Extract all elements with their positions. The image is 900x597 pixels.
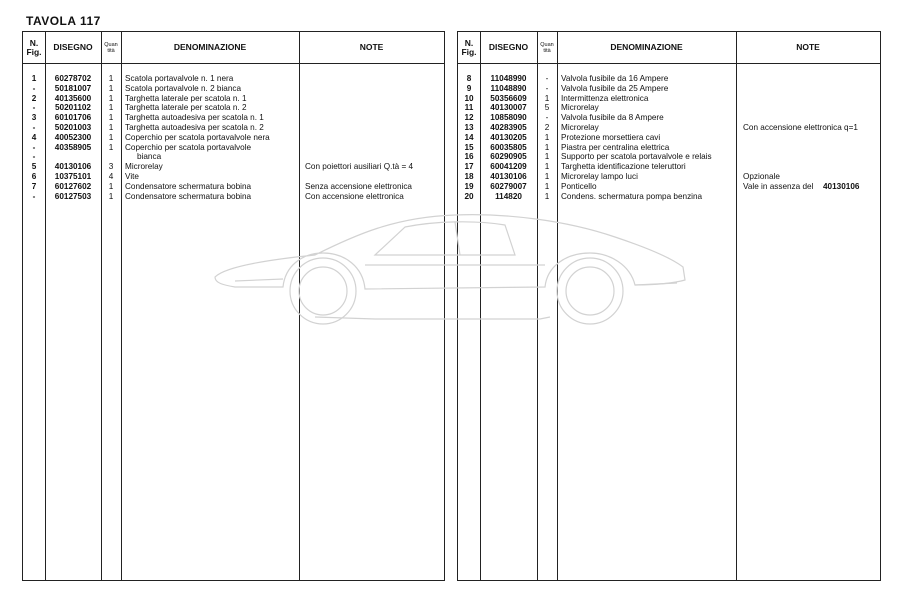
table-row	[23, 94, 444, 104]
quantity: 1	[108, 83, 114, 93]
description: Targhetta autoadesiva per scatola n. 2	[125, 122, 264, 132]
description: Valvola fusibile da 8 Ampere	[561, 113, 664, 123]
fig-number: -	[32, 152, 36, 162]
table-row	[23, 152, 444, 162]
description: Condens. schermatura pompa benzina	[561, 191, 703, 201]
header-note: NOTE	[796, 42, 820, 52]
table-row	[458, 103, 880, 113]
table-row	[23, 133, 444, 143]
fig-number: 17	[464, 162, 474, 172]
fig-number: 2	[31, 93, 37, 103]
part-number: 10858090	[490, 113, 527, 123]
note: Con poiettori ausiliari Q.tà = 4	[305, 162, 414, 172]
description: Ponticello	[561, 181, 597, 191]
table-row	[458, 192, 880, 202]
description: Intermittenza elettronica	[561, 93, 649, 103]
quantity: 1	[108, 74, 114, 83]
part-number: 40052300	[54, 132, 92, 142]
fig-number: 1	[31, 74, 37, 83]
fig-number: 11	[464, 103, 474, 113]
fig-number: 6	[31, 171, 37, 181]
quantity: 4	[108, 171, 114, 181]
part-number: 50181007	[54, 83, 92, 93]
quantity: 1	[108, 132, 114, 142]
note-part-number: 40130106	[823, 181, 860, 191]
quantity: 2	[544, 122, 550, 132]
description: Microrelay lampo luci	[561, 171, 638, 181]
part-number: 50356609	[490, 93, 527, 103]
table-row	[458, 143, 880, 153]
fig-number: 18	[464, 171, 474, 181]
table-row	[23, 143, 444, 153]
table-row	[23, 162, 444, 172]
part-number: 40130205	[490, 132, 527, 142]
part-number: 60290905	[490, 152, 527, 162]
fig-number: 19	[464, 181, 474, 191]
quantity: 1	[544, 132, 550, 142]
description: Targhetta laterale per scatola n. 1	[125, 93, 247, 103]
table-row	[23, 172, 444, 182]
fig-number: 12	[464, 113, 474, 123]
description: Valvola fusibile da 16 Ampere	[561, 74, 669, 83]
note: Con accensione elettronica	[305, 191, 404, 201]
description: Scatola portavalvole n. 1 nera	[125, 74, 234, 83]
quantity: 1	[544, 162, 550, 172]
part-number: 11048990	[490, 74, 527, 83]
part-number: 114820	[495, 191, 522, 201]
note: Con accensione elettronica q=1	[743, 122, 858, 132]
fig-number: 15	[464, 142, 474, 152]
description: Piastra per centralina elettrica	[561, 142, 670, 152]
table-row	[23, 84, 444, 94]
part-number: 60035805	[490, 142, 527, 152]
part-number: 40358905	[54, 142, 92, 152]
description: Protezione morsettiera cavi	[561, 132, 661, 142]
header-quantita: Quan tità	[104, 41, 118, 54]
description: Vite	[125, 171, 139, 181]
part-number: 60279007	[490, 181, 527, 191]
part-number: 60101706	[54, 113, 92, 123]
quantity: 1	[544, 191, 550, 201]
fig-number: 20	[464, 191, 474, 201]
quantity: 1	[108, 191, 114, 201]
fig-number: -	[32, 191, 36, 201]
description: Supporto per scatola portavalvole e relais	[561, 152, 712, 162]
table-row	[23, 103, 444, 113]
description: Microrelay	[561, 122, 599, 132]
header-disegno: DISEGNO	[53, 42, 93, 52]
fig-number: 9	[466, 83, 472, 93]
description: Scatola portavalvole n. 2 bianca	[125, 83, 242, 93]
part-number: 60041209	[490, 162, 527, 172]
part-number: 40283905	[490, 122, 527, 132]
table-row	[458, 172, 880, 182]
description: Coperchio per scatola portavalvole nera	[125, 132, 270, 142]
part-number: 60127503	[54, 191, 92, 201]
part-number: 40130007	[490, 103, 527, 113]
quantity: 1	[544, 152, 550, 162]
table-row	[458, 113, 880, 123]
table-row	[458, 123, 880, 133]
table-row	[458, 84, 880, 94]
quantity: 1	[544, 171, 550, 181]
header-denominazione: DENOMINAZIONE	[173, 42, 247, 52]
quantity: 1	[108, 93, 114, 103]
part-number: 60278702	[54, 74, 92, 83]
description: Microrelay	[125, 162, 163, 172]
description: bianca	[137, 152, 162, 162]
part-number: 10375101	[54, 171, 92, 181]
table-row	[458, 94, 880, 104]
header-denominazione: DENOMINAZIONE	[610, 42, 683, 52]
note: Vale in assenza del	[743, 181, 814, 191]
table-row	[23, 113, 444, 123]
part-number: 60127602	[54, 181, 92, 191]
description: Targhetta identificazione teleruttori	[561, 162, 686, 172]
fig-number: 13	[464, 122, 474, 132]
fig-number: 8	[466, 74, 472, 83]
fig-number: 16	[464, 152, 474, 162]
quantity: 1	[544, 93, 550, 103]
part-number: 40130106	[490, 171, 527, 181]
header-quantita: Quan tità	[540, 41, 554, 54]
part-number: 40135600	[54, 93, 92, 103]
table-row	[458, 162, 880, 172]
note: Opzionale	[743, 171, 780, 181]
quantity: 1	[108, 113, 114, 123]
fig-number: 5	[31, 162, 37, 172]
fig-number: -	[32, 83, 36, 93]
quantity: 5	[544, 103, 550, 113]
fig-number: -	[32, 103, 36, 113]
fig-number: -	[32, 122, 36, 132]
fig-number: 7	[31, 181, 37, 191]
fig-number: 3	[31, 113, 37, 123]
quantity: 1	[108, 103, 114, 113]
quantity: 1	[544, 181, 550, 191]
table-row	[23, 123, 444, 133]
table-row	[458, 133, 880, 143]
part-number: 11048890	[490, 83, 527, 93]
table-row	[458, 182, 880, 192]
description: Microrelay	[561, 103, 599, 113]
fig-number: 14	[464, 132, 474, 142]
car-watermark	[205, 205, 695, 335]
part-number: 50201102	[55, 103, 91, 113]
header-fig: N. Fig.	[461, 37, 477, 57]
table-row	[23, 182, 444, 192]
fig-number: 10	[464, 93, 474, 103]
table-row	[23, 74, 444, 84]
page-title: TAVOLA 117	[26, 14, 101, 28]
description: Condensatore schermatura bobina	[125, 181, 252, 191]
quantity: 1	[108, 122, 114, 132]
quantity: 3	[108, 162, 114, 172]
description: Condensatore schermatura bobina	[125, 191, 252, 201]
quantity: 1	[108, 142, 114, 152]
quantity: -	[545, 83, 549, 93]
table-row	[458, 152, 880, 162]
header-fig: N. Fig.	[26, 37, 42, 57]
table-row	[23, 192, 444, 202]
header-disegno: DISEGNO	[488, 42, 529, 52]
quantity: -	[545, 113, 549, 123]
description: Targhetta laterale per scatola n. 2	[125, 103, 247, 113]
fig-number: 4	[31, 132, 37, 142]
note: Senza accensione elettronica	[305, 181, 412, 191]
header-note: NOTE	[359, 42, 384, 52]
description: Coperchio per scatola portavalvole	[125, 142, 252, 152]
table-row	[458, 74, 880, 84]
fig-number: -	[32, 142, 36, 152]
description: Valvola fusibile da 25 Ampere	[561, 83, 669, 93]
description: Targhetta autoadesiva per scatola n. 1	[125, 113, 264, 123]
part-number: 40130106	[54, 162, 92, 172]
quantity: -	[545, 74, 549, 83]
part-number: 50201003	[54, 122, 92, 132]
quantity: 1	[108, 181, 114, 191]
quantity: 1	[544, 142, 550, 152]
